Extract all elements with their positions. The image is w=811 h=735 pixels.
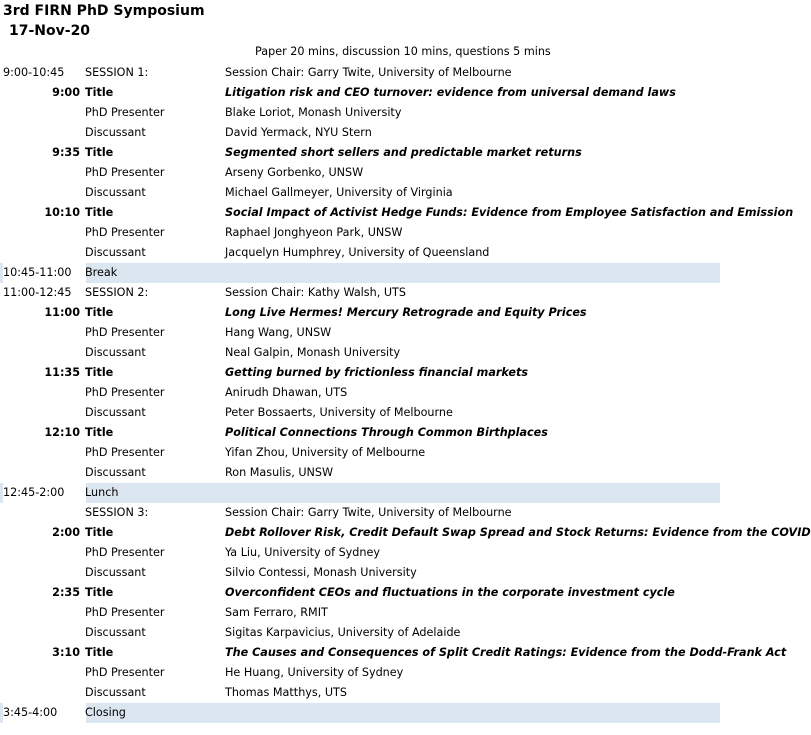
schedule-row-role bbox=[0, 163, 727, 183]
paper-title-cell: Social Impact of Activist Hedge Funds: Evidence from Employee Satisfaction and Emission bbox=[225, 206, 794, 219]
time-cell: 2:35 bbox=[52, 586, 80, 599]
label-cell: Discussant bbox=[85, 126, 146, 139]
time-cell: 2:00 bbox=[52, 526, 80, 539]
label-cell: SESSION 3: bbox=[85, 506, 149, 519]
detail-cell: Session Chair: Garry Twite, University of Melbourne bbox=[225, 66, 512, 79]
label-cell: PhD Presenter bbox=[85, 546, 165, 559]
time-cell: 9:00 bbox=[52, 86, 80, 99]
label-cell: PhD Presenter bbox=[85, 386, 165, 399]
label-cell: Title bbox=[85, 426, 114, 439]
schedule-row-role bbox=[0, 663, 727, 683]
schedule-row-role bbox=[0, 603, 727, 623]
label-cell: Title bbox=[85, 526, 114, 539]
detail-cell: Session Chair: Garry Twite, University of Melbourne bbox=[225, 506, 512, 519]
schedule-row-role bbox=[0, 383, 727, 403]
detail-cell: Ron Masulis, UNSW bbox=[225, 466, 334, 479]
label-cell: PhD Presenter bbox=[85, 666, 165, 679]
schedule-row-role bbox=[0, 463, 727, 483]
detail-cell: Sam Ferraro, RMIT bbox=[225, 606, 328, 619]
schedule-row-role bbox=[0, 123, 727, 143]
label-cell: PhD Presenter bbox=[85, 606, 165, 619]
paper-title-cell: Overconfident CEOs and fluctuations in the corporate investment cycle bbox=[225, 586, 675, 599]
detail-cell: Ya Liu, University of Sydney bbox=[225, 546, 380, 559]
label-cell: Title bbox=[85, 86, 114, 99]
label-cell: PhD Presenter bbox=[85, 446, 165, 459]
time-cell: 12:10 bbox=[44, 426, 80, 439]
label-cell: PhD Presenter bbox=[85, 226, 165, 239]
label-cell: SESSION 1: bbox=[85, 66, 149, 79]
label-cell: Discussant bbox=[85, 566, 146, 579]
schedule-row-session bbox=[0, 63, 727, 83]
label-cell: Discussant bbox=[85, 686, 146, 699]
label-cell: Discussant bbox=[85, 406, 146, 419]
paper-title-cell: The Causes and Consequences of Split Credit Ratings: Evidence from the Dodd-Frank Act bbox=[225, 646, 787, 659]
detail-cell: Session Chair: Kathy Walsh, UTS bbox=[225, 286, 406, 299]
schedule-row-role bbox=[0, 183, 727, 203]
label-cell: Title bbox=[85, 366, 114, 379]
time-cell: 10:10 bbox=[44, 206, 80, 219]
detail-cell: Silvio Contessi, Monash University bbox=[225, 566, 417, 579]
document-date: 17-Nov-20 bbox=[9, 23, 91, 39]
schedule-row-break bbox=[0, 703, 720, 723]
label-cell: Title bbox=[85, 646, 114, 659]
detail-cell: David Yermack, NYU Stern bbox=[225, 126, 372, 139]
schedule-table bbox=[0, 63, 811, 723]
time-cell: 12:45-2:00 bbox=[3, 483, 86, 503]
label-cell: Closing bbox=[85, 706, 126, 719]
schedule-row-role bbox=[0, 683, 727, 703]
schedule-row-break bbox=[0, 263, 720, 283]
label-cell: Title bbox=[85, 206, 114, 219]
label-cell: Discussant bbox=[85, 346, 146, 359]
label-cell: Discussant bbox=[85, 186, 146, 199]
detail-cell: Jacquelyn Humphrey, University of Queensland bbox=[225, 246, 490, 259]
schedule-row-role bbox=[0, 403, 727, 423]
detail-cell: Anirudh Dhawan, UTS bbox=[225, 386, 348, 399]
detail-cell: Hang Wang, UNSW bbox=[225, 326, 332, 339]
schedule-row-role bbox=[0, 443, 727, 463]
schedule-row-session bbox=[0, 503, 727, 523]
schedule-row-title bbox=[0, 83, 727, 103]
paper-title-cell: Debt Rollover Risk, Credit Default Swap Spread and Stock Returns: Evidence from the COVID bbox=[225, 526, 811, 539]
time-cell: 3:10 bbox=[52, 646, 80, 659]
detail-cell: Peter Bossaerts, University of Melbourne bbox=[225, 406, 453, 419]
detail-cell: Neal Galpin, Monash University bbox=[225, 346, 401, 359]
label-cell: Title bbox=[85, 146, 114, 159]
detail-cell: Thomas Matthys, UTS bbox=[225, 686, 347, 699]
document-title: 3rd FIRN PhD Symposium bbox=[3, 3, 205, 19]
paper-title-cell: Segmented short sellers and predictable market returns bbox=[225, 146, 582, 159]
schedule-row-title bbox=[0, 643, 787, 663]
schedule-row-role bbox=[0, 343, 727, 363]
time-cell: 3:45-4:00 bbox=[3, 703, 86, 723]
label-cell: Discussant bbox=[85, 246, 146, 259]
time-cell: 11:35 bbox=[44, 366, 80, 379]
schedule-row-role bbox=[0, 543, 727, 563]
time-cell: 9:00-10:45 bbox=[3, 66, 65, 79]
schedule-row-title bbox=[0, 423, 727, 443]
time-cell: 10:45-11:00 bbox=[3, 263, 86, 283]
time-cell: 11:00 bbox=[44, 306, 80, 319]
paper-title-cell: Getting burned by frictionless financial markets bbox=[225, 366, 529, 379]
format-note: Paper 20 mins, discussion 10 mins, questions 5 mins bbox=[255, 45, 551, 58]
label-cell: PhD Presenter bbox=[85, 326, 165, 339]
schedule-row-role bbox=[0, 323, 727, 343]
paper-title-cell: Political Connections Through Common Birthplaces bbox=[225, 426, 548, 439]
label-cell: Title bbox=[85, 586, 114, 599]
detail-cell: Raphael Jonghyeon Park, UNSW bbox=[225, 226, 403, 239]
label-cell: Discussant bbox=[85, 466, 146, 479]
detail-cell: Michael Gallmeyer, University of Virginia bbox=[225, 186, 453, 199]
schedule-row-role bbox=[0, 563, 727, 583]
schedule-row-role bbox=[0, 243, 727, 263]
label-cell: Discussant bbox=[85, 626, 146, 639]
detail-cell: Arseny Gorbenko, UNSW bbox=[225, 166, 364, 179]
detail-cell: Yifan Zhou, University of Melbourne bbox=[225, 446, 426, 459]
schedule-row-role bbox=[0, 103, 727, 123]
schedule-row-session bbox=[0, 283, 727, 303]
schedule-row-title bbox=[0, 583, 727, 603]
time-cell: 11:00-12:45 bbox=[3, 286, 72, 299]
time-cell: 9:35 bbox=[52, 146, 80, 159]
schedule-row-title bbox=[0, 523, 811, 543]
schedule-row-title bbox=[0, 143, 727, 163]
label-cell: Title bbox=[85, 306, 114, 319]
detail-cell: Sigitas Karpavicius, University of Adelaide bbox=[225, 626, 461, 639]
label-cell: Lunch bbox=[85, 486, 119, 499]
schedule-row-role bbox=[0, 623, 727, 643]
detail-cell: He Huang, University of Sydney bbox=[225, 666, 404, 679]
paper-title-cell: Litigation risk and CEO turnover: evidence from universal demand laws bbox=[225, 86, 676, 99]
paper-title-cell: Long Live Hermes! Mercury Retrograde and Equity Prices bbox=[225, 306, 587, 319]
label-cell: SESSION 2: bbox=[85, 286, 149, 299]
schedule-row-break bbox=[0, 483, 720, 503]
label-cell: PhD Presenter bbox=[85, 166, 165, 179]
detail-cell: Blake Loriot, Monash University bbox=[225, 106, 402, 119]
schedule-row-title bbox=[0, 363, 727, 383]
schedule-row-role bbox=[0, 223, 727, 243]
schedule-row-title bbox=[0, 203, 794, 223]
label-cell: Break bbox=[85, 266, 118, 279]
label-cell: PhD Presenter bbox=[85, 106, 165, 119]
schedule-row-title bbox=[0, 303, 727, 323]
